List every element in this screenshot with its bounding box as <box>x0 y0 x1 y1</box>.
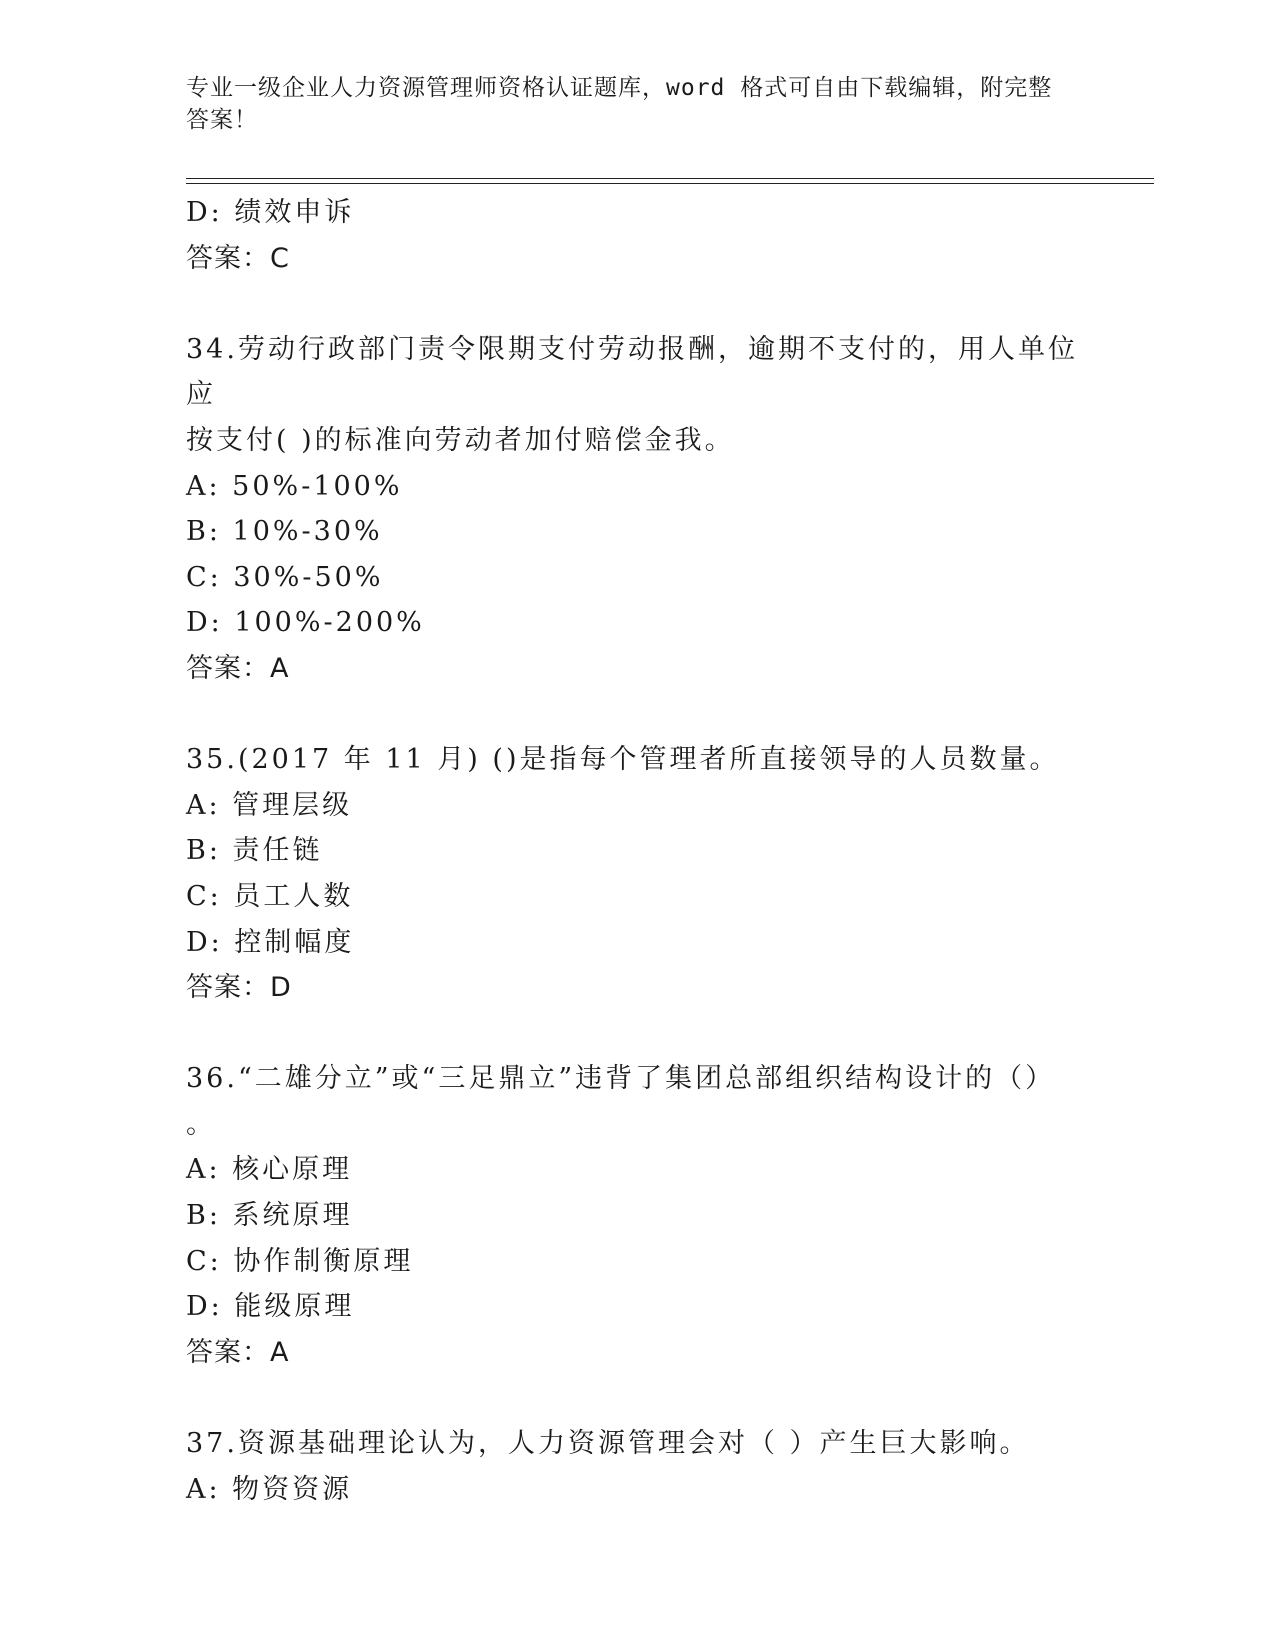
question-37 <box>186 1421 1086 1512</box>
option-d: D: 控制幅度 <box>186 926 355 958</box>
option-c: C: 员工人数 <box>186 880 354 912</box>
spacer <box>186 1375 1086 1421</box>
question-stem: 35.(2017 年 11 月) ()是指每个管理者所直接领导的人员数量。 <box>186 744 1060 776</box>
document-header <box>186 72 1086 136</box>
spacer <box>186 692 1086 738</box>
question-stem: 34.劳动行政部门责令限期支付劳动报酬，逾期不支付的，用人单位应 <box>186 333 1078 411</box>
option-b: B: 10%-30% <box>186 516 383 548</box>
option-b: B: 责任链 <box>186 835 323 867</box>
question-stem: 37.资源基础理论认为，人力资源管理会对（ ）产生巨大影响。 <box>186 1428 1030 1460</box>
answer-line: 答案：A <box>186 1336 290 1368</box>
question-35 <box>186 737 1086 1011</box>
header-divider-top <box>186 178 1154 179</box>
question-stem-cont: 按支付( )的标准向劳动者加付赔偿金我。 <box>186 424 735 456</box>
question-stem-cont: 。 <box>186 1108 216 1140</box>
question-36 <box>186 1056 1086 1375</box>
option-a: A: 管理层级 <box>186 789 353 821</box>
option-c: C: 30%-50% <box>186 561 384 593</box>
answer-line: 答案：A <box>186 652 290 684</box>
question-stem: 36.“二雄分立”或“三足鼎立”违背了集团总部组织结构设计的（） <box>186 1063 1056 1095</box>
option-c: C: 协作制衡原理 <box>186 1245 414 1277</box>
option-d: D: 100%-200% <box>186 607 425 639</box>
option-b: B: 系统原理 <box>186 1200 353 1232</box>
spacer <box>186 1011 1086 1057</box>
spacer <box>186 281 1086 327</box>
option-d: D: 能级原理 <box>186 1291 355 1323</box>
question-34 <box>186 327 1086 692</box>
answer-line: 答案：C <box>186 242 290 274</box>
answer-line: 答案：D <box>186 972 292 1004</box>
header-line-1: 专业一级企业人力资源管理师资格认证题库，word 格式可自由下载编辑，附完整 <box>186 75 1053 101</box>
option-a: A: 核心原理 <box>186 1154 353 1186</box>
option-d: D: 绩效申诉 <box>186 197 355 228</box>
question-list <box>186 190 1086 1512</box>
option-a: A: 50%-100% <box>186 470 403 502</box>
header-divider-bottom <box>186 183 1154 184</box>
header-line-2: 答案！ <box>186 107 258 133</box>
option-a: A: 物资资源 <box>186 1473 353 1505</box>
